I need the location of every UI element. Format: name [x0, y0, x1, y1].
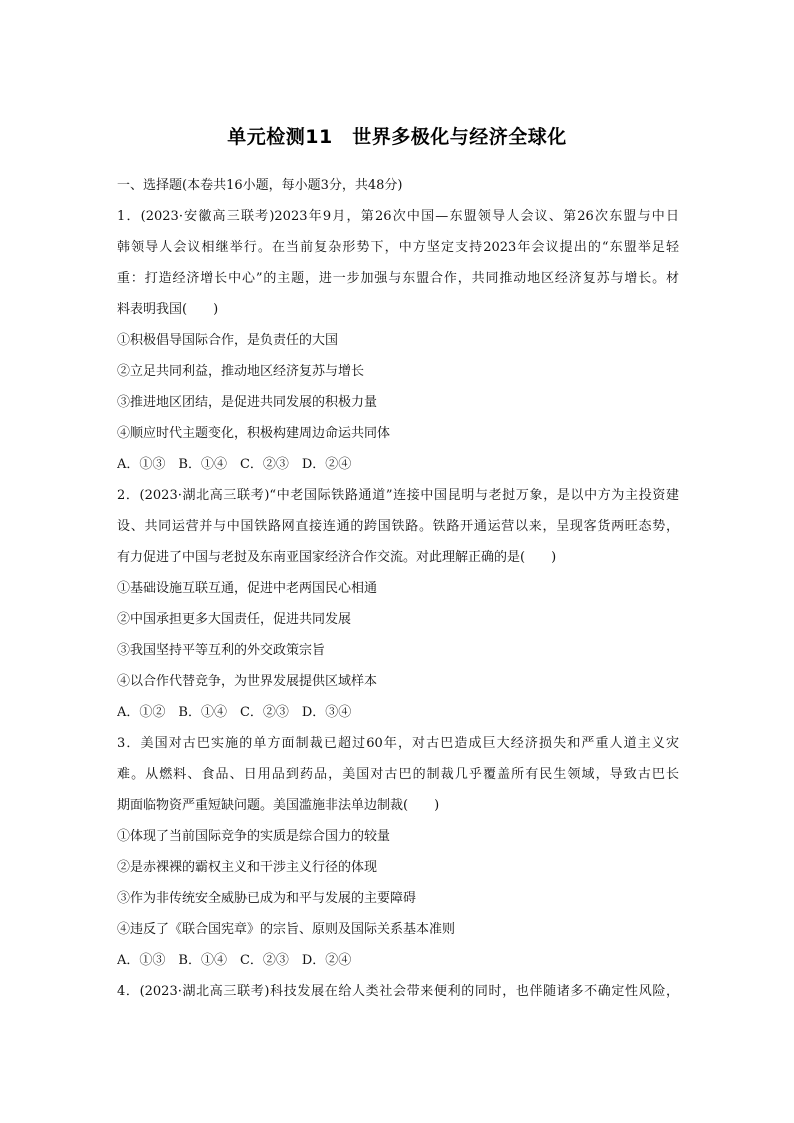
answer-choices: A．①③ B．①④ C．②③ D．②④ — [117, 953, 352, 968]
question-stem-line: 期面临物资严重短缺问题。美国滥施非法单边制裁( ) — [117, 798, 440, 813]
statement-option: ①基础设施互联互通，促进中老两国民心相通 — [117, 581, 378, 596]
answer-choices: A．①③ B．①④ C．②③ D．②④ — [117, 457, 352, 472]
question-4 — [117, 976, 679, 1007]
statement-option: ③我国坚持平等互利的外交政策宗旨 — [117, 643, 326, 658]
page-title: 单元检测11 世界多极化与经济全球化 — [227, 126, 567, 148]
question-1 — [117, 201, 679, 480]
statement-option: ③作为非传统安全威胁已成为和平与发展的主要障碍 — [117, 891, 417, 906]
question-stem-line: 有力促进了中国与老挝及东南亚国家经济合作交流。对此理解正确的是( ) — [117, 550, 557, 565]
question-stem-line: 4．(2023·湖北高三联考)科技发展在给人类社会带来便利的同时，也伴随诸多不确定性风险， — [117, 984, 679, 999]
statement-option: ④以合作代替竞争，为世界发展提供区域样本 — [117, 674, 378, 689]
question-stem-line: 3．美国对古巴实施的单方面制裁已超过60年，对古巴造成巨大经济损失和严重人道主义灾 — [117, 736, 679, 751]
section-heading: 一、选择题(本卷共16小题，每小题3分，共48分) — [117, 178, 403, 193]
answer-choices: A．①② B．①④ C．②③ D．③④ — [117, 705, 352, 720]
question-stem-line: 料表明我国( ) — [117, 302, 219, 317]
statement-option: ①体现了当前国际竞争的实质是综合国力的较量 — [117, 829, 391, 844]
statement-option: ②是赤裸裸的霸权主义和干涉主义行径的体现 — [117, 860, 378, 875]
statement-option: ③推进地区团结，是促进共同发展的积极力量 — [117, 395, 378, 410]
question-2 — [117, 480, 679, 728]
question-stem-line: 1．(2023·安徽高三联考)2023年9月，第26次中国—东盟领导人会议、第26次东盟与中日 — [117, 209, 679, 224]
question-stem-line: 2．(2023·湖北高三联考)“中老国际铁路通道”连接中国昆明与老挝万象，是以中方为主投资建 — [117, 488, 679, 503]
document-body — [117, 170, 679, 1007]
statement-option: ④顺应时代主题变化，积极构建周边命运共同体 — [117, 426, 391, 441]
question-stem-line: 韩领导人会议相继举行。在当前复杂形势下，中方坚定支持2023年会议提出的“东盟举足轻 — [117, 240, 679, 255]
statement-option: ②中国承担更多大国责任，促进共同发展 — [117, 612, 352, 627]
question-stem-line: 重：打造经济增长中心”的主题，进一步加强与东盟合作，共同推动地区经济复苏与增长。材 — [117, 271, 679, 286]
question-stem-line: 设、共同运营并与中国铁路网直接连通的跨国铁路。铁路开通运营以来，呈现客货两旺态势， — [117, 519, 679, 534]
statement-option: ④违反了《联合国宪章》的宗旨、原则及国际关系基本准则 — [117, 922, 456, 937]
statement-option: ①积极倡导国际合作，是负责任的大国 — [117, 333, 339, 348]
question-3 — [117, 728, 679, 976]
statement-option: ②立足共同利益，推动地区经济复苏与增长 — [117, 364, 365, 379]
question-stem-line: 难。从燃料、食品、日用品到药品，美国对古巴的制裁几乎覆盖所有民生领域，导致古巴长 — [117, 767, 679, 782]
